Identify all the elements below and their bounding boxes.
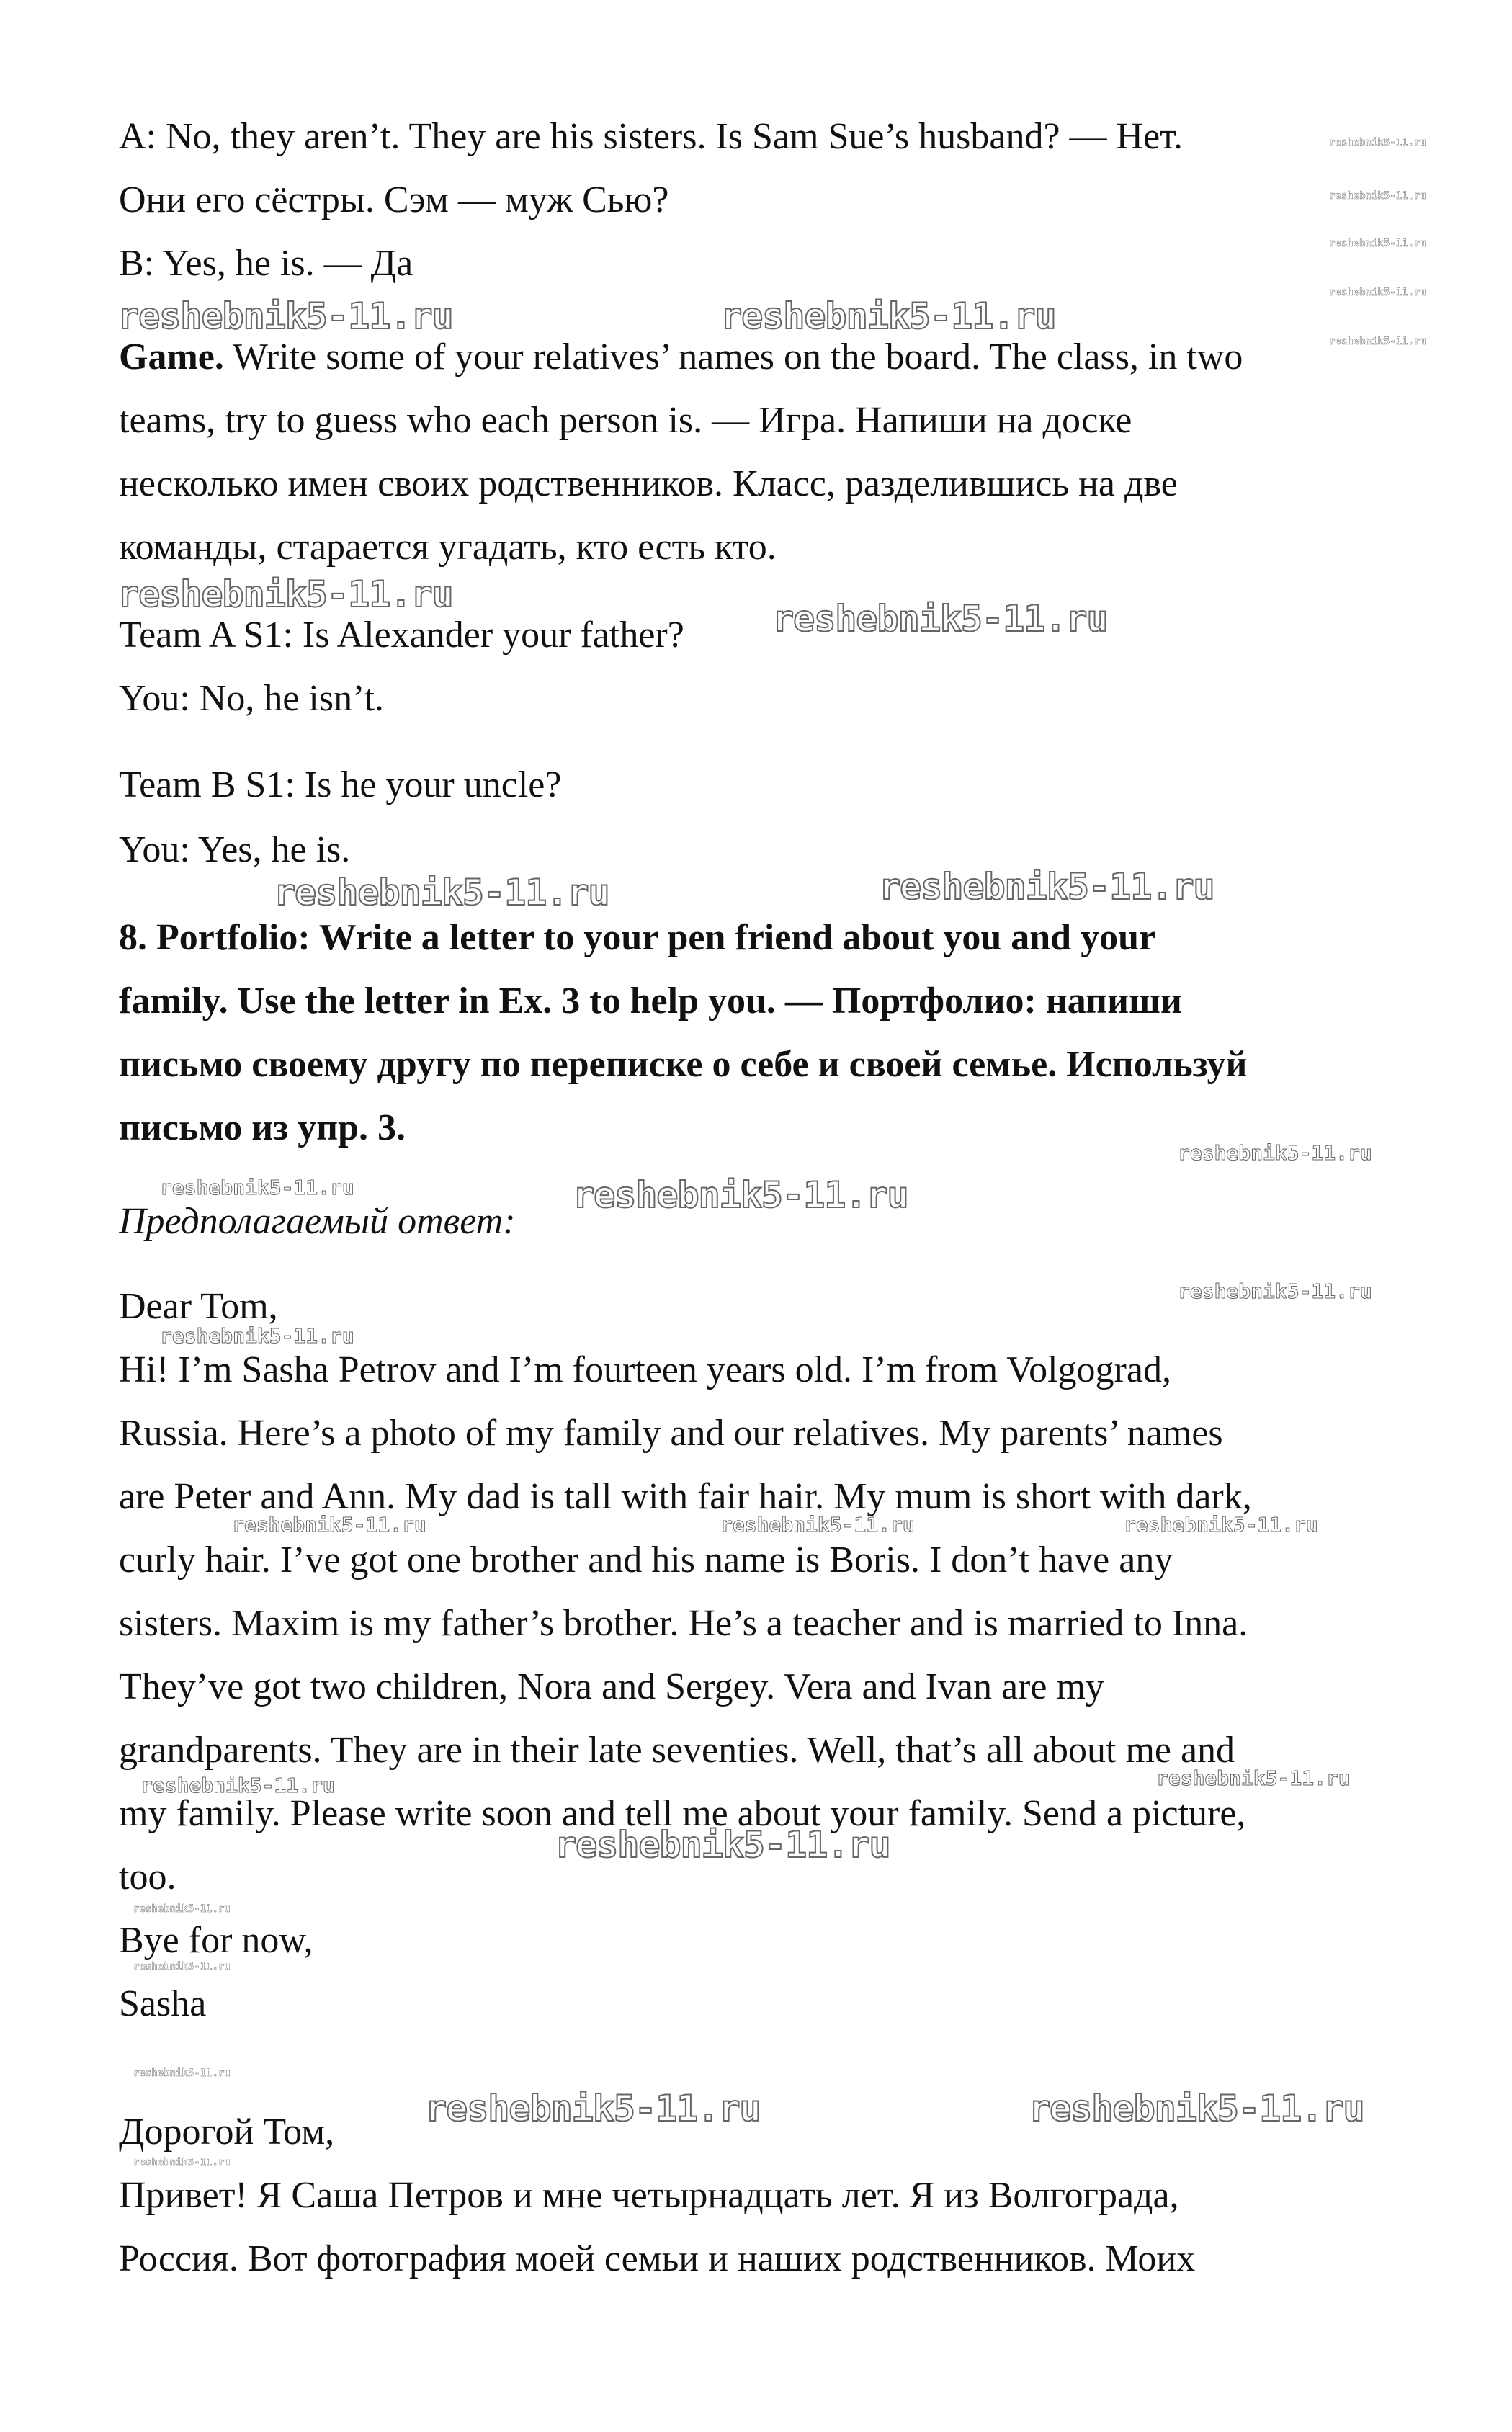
- watermark: reshebnik5-11.ru: [140, 1774, 335, 1797]
- watermark: reshebnik5-11.ru: [160, 1324, 354, 1348]
- letter-en-line-9: too.: [119, 1856, 176, 1897]
- watermark: reshebnik5-11.ru: [1029, 2088, 1364, 2129]
- watermark: reshebnik5-11.ru: [425, 2088, 761, 2129]
- watermark: reshebnik5-11.ru: [720, 295, 1056, 337]
- game-instruction-line-1: [119, 336, 1243, 379]
- watermark: reshebnik5-11.ru: [1178, 1141, 1372, 1165]
- letter-en-line-5: sisters. Maxim is my father’s brother. He’s a teacher and is married to Inna.: [119, 1603, 1248, 1644]
- watermark: reshebnik5-11.ru: [232, 1513, 426, 1537]
- letter-ru-line-2: Россия. Вот фотография моей семьи и наших родственников. Моих: [119, 2238, 1196, 2279]
- watermark: reshebnik5-11.ru: [555, 1824, 890, 1866]
- letter-en-line-8: my family. Please write soon and tell me about your family. Send a picture,: [119, 1793, 1246, 1834]
- watermark: reshebnik5-11.ru: [720, 1513, 915, 1537]
- watermark: reshebnik5-11.ru: [133, 2157, 231, 2168]
- watermark: reshebnik5-11.ru: [1329, 190, 1426, 202]
- game-label: Game.: [119, 336, 224, 377]
- watermark: reshebnik5-11.ru: [133, 1903, 231, 1915]
- task-8-line-1: 8. Portfolio: Write a letter to your pen friend about you and your: [119, 917, 1156, 958]
- task-8-line-2: family. Use the letter in Ex. 3 to help you. — Портфолио: напиши: [119, 980, 1182, 1021]
- watermark: reshebnik5-11.ru: [1329, 137, 1426, 148]
- dialogue-line-translation: Они его сёстры. Сэм — муж Сью?: [119, 179, 669, 220]
- letter-en-line-3: are Peter and Ann. My dad is tall with fair hair. My mum is short with dark,: [119, 1476, 1252, 1517]
- letter-en-line-4: curly hair. I’ve got one brother and his name is Boris. I don’t have any: [119, 1539, 1173, 1581]
- watermark: reshebnik5-11.ru: [160, 1176, 354, 1199]
- watermark: reshebnik5-11.ru: [1156, 1766, 1351, 1790]
- letter-ru-line-1: Привет! Я Саша Петров и мне четырнадцать лет. Я из Волгограда,: [119, 2175, 1179, 2216]
- game-instruction-line-2: teams, try to guess who each person is. — Игра. Напиши на доске: [119, 400, 1132, 441]
- letter-greeting-en: Dear Tom,: [119, 1286, 278, 1327]
- game-instruction-text: Write some of your relatives’ names on the board. The class, in two: [223, 336, 1243, 377]
- watermark: reshebnik5-11.ru: [879, 866, 1214, 908]
- letter-en-line-1: Hi! I’m Sasha Petrov and I’m fourteen years old. I’m from Volgograd,: [119, 1349, 1171, 1390]
- letter-en-line-6: They’ve got two children, Nora and Sergey. Vera and Ivan are my: [119, 1666, 1104, 1707]
- watermark: reshebnik5-11.ru: [573, 1174, 908, 1216]
- watermark: reshebnik5-11.ru: [1329, 336, 1426, 347]
- dialogue-line-b: B: Yes, he is. — Да: [119, 243, 413, 284]
- letter-en-line-7: grandparents. They are in their late seventies. Well, that’s all about me and: [119, 1730, 1235, 1771]
- watermark: reshebnik5-11.ru: [133, 1961, 231, 1972]
- watermark: reshebnik5-11.ru: [274, 872, 609, 913]
- watermark: reshebnik5-11.ru: [1124, 1513, 1318, 1537]
- letter-closing-en: Bye for now,: [119, 1920, 313, 1961]
- task-8-line-3: письмо своему другу по переписке о себе и своей семье. Используй: [119, 1044, 1248, 1085]
- letter-en-line-2: Russia. Here’s a photo of my family and our relatives. My parents’ names: [119, 1413, 1223, 1454]
- team-a-question: Team A S1: Is Alexander your father?: [119, 614, 684, 656]
- letter-greeting-ru: Дорогой Том,: [119, 2111, 335, 2152]
- game-instruction-line-4: команды, старается угадать, кто есть кто.: [119, 527, 777, 568]
- watermark: reshebnik5-11.ru: [117, 573, 453, 615]
- game-instruction-line-3: несколько имен своих родственников. Класс, разделившись на две: [119, 463, 1178, 504]
- dialogue-line-a: A: No, they aren’t. They are his sisters. Is Sam Sue’s husband? — Нет.: [119, 116, 1183, 157]
- task-8-line-4: письмо из упр. 3.: [119, 1107, 406, 1148]
- watermark: reshebnik5-11.ru: [1178, 1279, 1372, 1303]
- watermark: reshebnik5-11.ru: [1329, 238, 1426, 249]
- watermark: reshebnik5-11.ru: [1329, 287, 1426, 298]
- watermark: reshebnik5-11.ru: [133, 2067, 231, 2079]
- you-answer-2: You: Yes, he is.: [119, 829, 351, 870]
- watermark: reshebnik5-11.ru: [117, 295, 453, 337]
- letter-signature-en: Sasha: [119, 1983, 207, 2024]
- watermark: reshebnik5-11.ru: [772, 598, 1108, 640]
- you-answer-1: You: No, he isn’t.: [119, 678, 384, 719]
- answer-label: Предполагаемый ответ:: [119, 1201, 516, 1242]
- team-b-question: Team B S1: Is he your uncle?: [119, 764, 562, 805]
